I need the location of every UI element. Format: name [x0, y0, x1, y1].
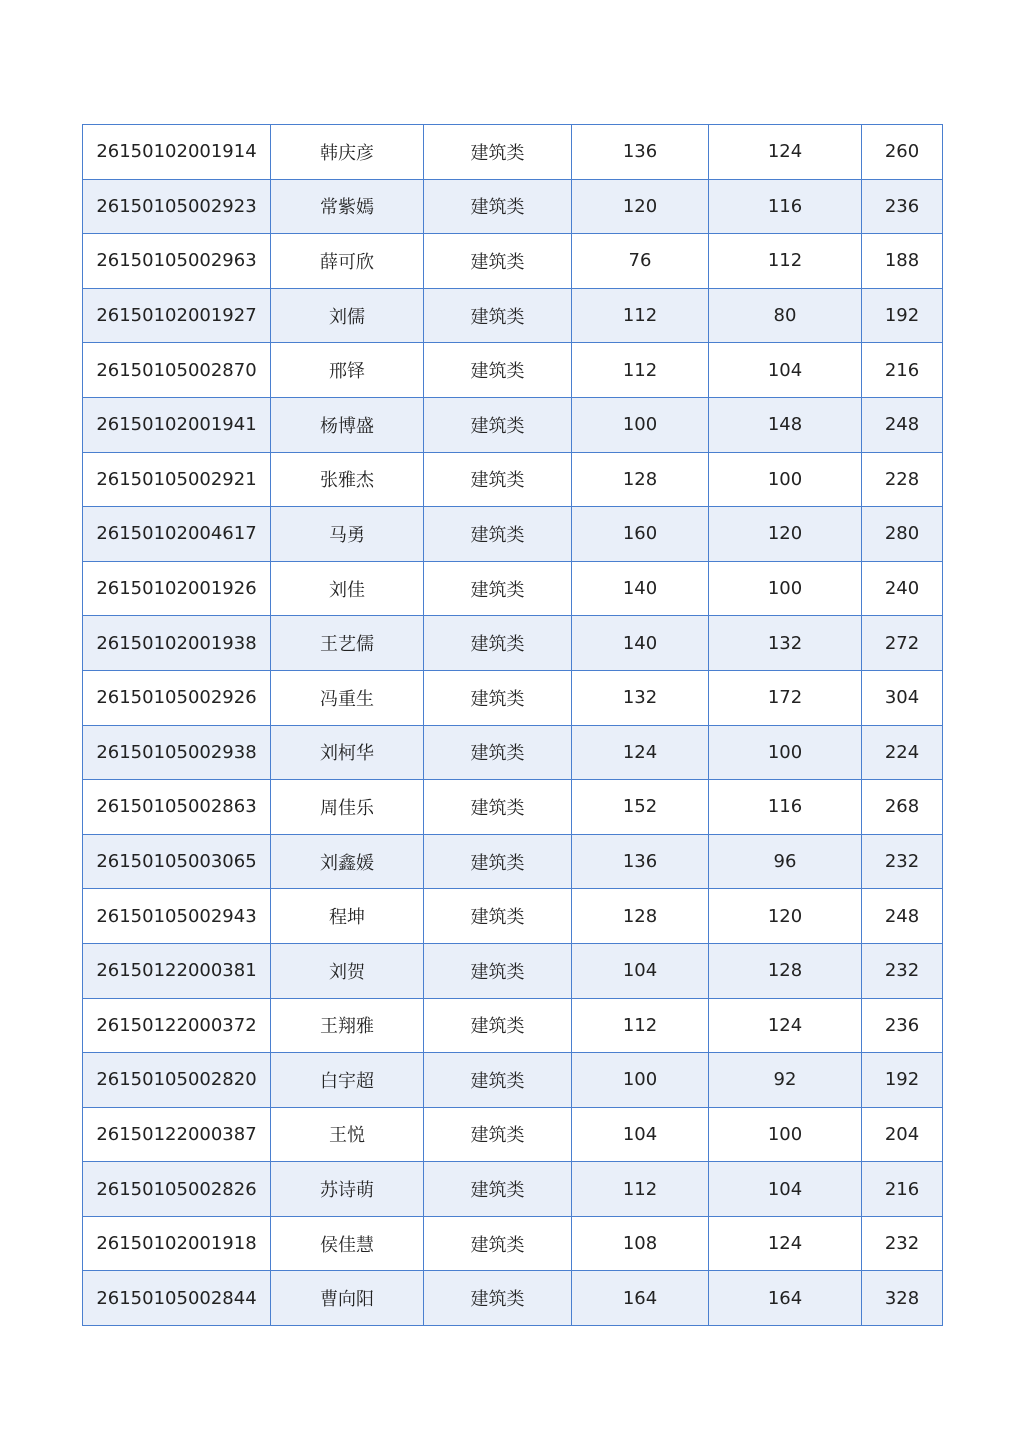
table-row — [83, 670, 943, 725]
table-row — [83, 616, 943, 671]
total-score-cell: 192 — [862, 288, 943, 343]
student-id-cell: 26150102001918 — [83, 1216, 271, 1271]
student-id-cell: 26150105002938 — [83, 725, 271, 780]
table-row — [83, 1216, 943, 1271]
student-id-cell: 26150105002963 — [83, 234, 271, 289]
total-score-cell: 224 — [862, 725, 943, 780]
score-1-cell: 136 — [572, 125, 709, 180]
student-name-cell: 冯重生 — [271, 670, 424, 725]
category-cell: 建筑类 — [424, 780, 572, 835]
category-cell: 建筑类 — [424, 998, 572, 1053]
total-score-cell: 236 — [862, 179, 943, 234]
score-2-cell: 120 — [709, 889, 862, 944]
student-id-cell: 26150105002923 — [83, 179, 271, 234]
score-1-cell: 104 — [572, 943, 709, 998]
student-name-cell: 程坤 — [271, 889, 424, 944]
score-2-cell: 112 — [709, 234, 862, 289]
student-id-cell: 26150122000381 — [83, 943, 271, 998]
table-body — [83, 125, 943, 1326]
total-score-cell: 272 — [862, 616, 943, 671]
score-1-cell: 108 — [572, 1216, 709, 1271]
table-row — [83, 780, 943, 835]
table-row — [83, 998, 943, 1053]
score-1-cell: 128 — [572, 889, 709, 944]
score-1-cell: 124 — [572, 725, 709, 780]
score-1-cell: 140 — [572, 616, 709, 671]
table-row — [83, 452, 943, 507]
score-1-cell: 132 — [572, 670, 709, 725]
category-cell: 建筑类 — [424, 452, 572, 507]
total-score-cell: 216 — [862, 343, 943, 398]
total-score-cell: 280 — [862, 507, 943, 562]
score-2-cell: 172 — [709, 670, 862, 725]
score-1-cell: 104 — [572, 1107, 709, 1162]
score-2-cell: 164 — [709, 1271, 862, 1326]
category-cell: 建筑类 — [424, 889, 572, 944]
student-name-cell: 刘贺 — [271, 943, 424, 998]
student-id-cell: 26150105002870 — [83, 343, 271, 398]
table-row — [83, 507, 943, 562]
table-row — [83, 1107, 943, 1162]
table-row — [83, 1053, 943, 1108]
table-row — [83, 397, 943, 452]
total-score-cell: 328 — [862, 1271, 943, 1326]
student-id-cell: 26150105002820 — [83, 1053, 271, 1108]
total-score-cell: 268 — [862, 780, 943, 835]
total-score-cell: 232 — [862, 1216, 943, 1271]
student-id-cell: 26150102004617 — [83, 507, 271, 562]
score-2-cell: 124 — [709, 998, 862, 1053]
total-score-cell: 248 — [862, 889, 943, 944]
student-id-cell: 26150102001914 — [83, 125, 271, 180]
category-cell: 建筑类 — [424, 725, 572, 780]
table-row — [83, 561, 943, 616]
total-score-cell: 260 — [862, 125, 943, 180]
total-score-cell: 228 — [862, 452, 943, 507]
table-row — [83, 943, 943, 998]
category-cell: 建筑类 — [424, 507, 572, 562]
category-cell: 建筑类 — [424, 343, 572, 398]
score-2-cell: 104 — [709, 343, 862, 398]
table-row — [83, 234, 943, 289]
total-score-cell: 232 — [862, 834, 943, 889]
score-2-cell: 116 — [709, 179, 862, 234]
student-id-cell: 26150105003065 — [83, 834, 271, 889]
score-2-cell: 148 — [709, 397, 862, 452]
score-1-cell: 160 — [572, 507, 709, 562]
category-cell: 建筑类 — [424, 1107, 572, 1162]
score-1-cell: 152 — [572, 780, 709, 835]
score-1-cell: 112 — [572, 288, 709, 343]
category-cell: 建筑类 — [424, 943, 572, 998]
total-score-cell: 304 — [862, 670, 943, 725]
student-id-cell: 26150102001941 — [83, 397, 271, 452]
total-score-cell: 240 — [862, 561, 943, 616]
category-cell: 建筑类 — [424, 670, 572, 725]
score-1-cell: 140 — [572, 561, 709, 616]
student-id-cell: 26150105002844 — [83, 1271, 271, 1326]
table-row — [83, 725, 943, 780]
score-1-cell: 100 — [572, 1053, 709, 1108]
student-name-cell: 杨博盛 — [271, 397, 424, 452]
category-cell: 建筑类 — [424, 1162, 572, 1217]
student-name-cell: 王艺儒 — [271, 616, 424, 671]
category-cell: 建筑类 — [424, 125, 572, 180]
table-row — [83, 889, 943, 944]
student-name-cell: 刘鑫媛 — [271, 834, 424, 889]
score-2-cell: 100 — [709, 561, 862, 616]
category-cell: 建筑类 — [424, 288, 572, 343]
score-1-cell: 100 — [572, 397, 709, 452]
total-score-cell: 248 — [862, 397, 943, 452]
student-name-cell: 常紫嫣 — [271, 179, 424, 234]
score-2-cell: 100 — [709, 1107, 862, 1162]
category-cell: 建筑类 — [424, 1053, 572, 1108]
student-name-cell: 侯佳慧 — [271, 1216, 424, 1271]
category-cell: 建筑类 — [424, 397, 572, 452]
student-name-cell: 王翔雅 — [271, 998, 424, 1053]
total-score-cell: 188 — [862, 234, 943, 289]
category-cell: 建筑类 — [424, 561, 572, 616]
student-name-cell: 苏诗萌 — [271, 1162, 424, 1217]
score-1-cell: 112 — [572, 1162, 709, 1217]
category-cell: 建筑类 — [424, 834, 572, 889]
table-row — [83, 288, 943, 343]
student-id-cell: 26150102001927 — [83, 288, 271, 343]
category-cell: 建筑类 — [424, 234, 572, 289]
student-name-cell: 刘佳 — [271, 561, 424, 616]
total-score-cell: 192 — [862, 1053, 943, 1108]
category-cell: 建筑类 — [424, 1271, 572, 1326]
student-id-cell: 26150105002921 — [83, 452, 271, 507]
student-name-cell: 马勇 — [271, 507, 424, 562]
score-2-cell: 100 — [709, 725, 862, 780]
score-2-cell: 124 — [709, 1216, 862, 1271]
score-1-cell: 112 — [572, 998, 709, 1053]
student-name-cell: 刘儒 — [271, 288, 424, 343]
student-name-cell: 白宇超 — [271, 1053, 424, 1108]
score-1-cell: 128 — [572, 452, 709, 507]
student-id-cell: 26150105002863 — [83, 780, 271, 835]
student-name-cell: 薛可欣 — [271, 234, 424, 289]
student-name-cell: 曹向阳 — [271, 1271, 424, 1326]
student-id-cell: 26150102001926 — [83, 561, 271, 616]
score-1-cell: 112 — [572, 343, 709, 398]
score-2-cell: 128 — [709, 943, 862, 998]
category-cell: 建筑类 — [424, 616, 572, 671]
student-id-cell: 26150105002943 — [83, 889, 271, 944]
table-row — [83, 834, 943, 889]
table-row — [83, 179, 943, 234]
student-id-cell: 26150122000387 — [83, 1107, 271, 1162]
score-2-cell: 100 — [709, 452, 862, 507]
score-1-cell: 120 — [572, 179, 709, 234]
score-2-cell: 104 — [709, 1162, 862, 1217]
student-name-cell: 韩庆彦 — [271, 125, 424, 180]
total-score-cell: 232 — [862, 943, 943, 998]
score-2-cell: 124 — [709, 125, 862, 180]
student-name-cell: 周佳乐 — [271, 780, 424, 835]
total-score-cell: 236 — [862, 998, 943, 1053]
student-name-cell: 邢铎 — [271, 343, 424, 398]
table-row — [83, 125, 943, 180]
table-row — [83, 1162, 943, 1217]
category-cell: 建筑类 — [424, 1216, 572, 1271]
score-1-cell: 76 — [572, 234, 709, 289]
student-name-cell: 王悦 — [271, 1107, 424, 1162]
category-cell: 建筑类 — [424, 179, 572, 234]
student-name-cell: 张雅杰 — [271, 452, 424, 507]
student-id-cell: 26150122000372 — [83, 998, 271, 1053]
scores-table — [82, 124, 943, 1326]
student-id-cell: 26150102001938 — [83, 616, 271, 671]
score-1-cell: 136 — [572, 834, 709, 889]
student-id-cell: 26150105002926 — [83, 670, 271, 725]
student-id-cell: 26150105002826 — [83, 1162, 271, 1217]
score-2-cell: 96 — [709, 834, 862, 889]
score-2-cell: 80 — [709, 288, 862, 343]
score-2-cell: 132 — [709, 616, 862, 671]
total-score-cell: 216 — [862, 1162, 943, 1217]
score-2-cell: 92 — [709, 1053, 862, 1108]
student-name-cell: 刘柯华 — [271, 725, 424, 780]
total-score-cell: 204 — [862, 1107, 943, 1162]
score-2-cell: 120 — [709, 507, 862, 562]
table-row — [83, 1271, 943, 1326]
score-1-cell: 164 — [572, 1271, 709, 1326]
table-row — [83, 343, 943, 398]
score-2-cell: 116 — [709, 780, 862, 835]
